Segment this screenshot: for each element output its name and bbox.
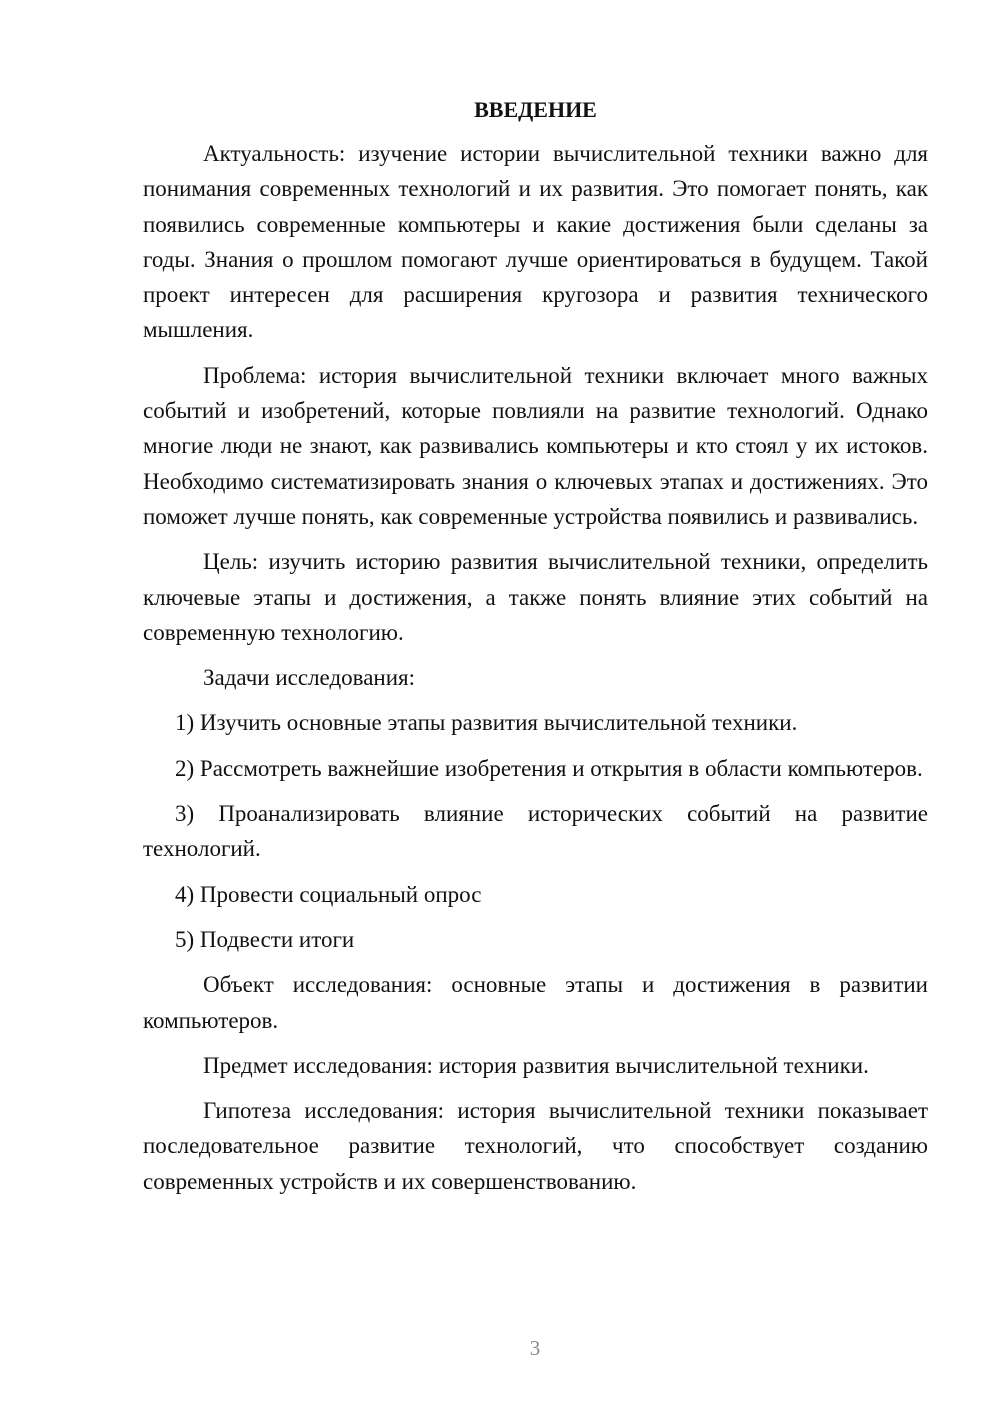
goal-paragraph: Цель: изучить историю развития вычислительной техники, определить ключевые этапы и достижения, а также понять влияние этих событий на современную технологию.: [143, 549, 928, 645]
task-item: 3) Проанализировать влияние исторических событий на развитие технологий.: [143, 801, 928, 862]
subject-paragraph: Предмет исследования: история развития вычислительной техники.: [203, 1052, 869, 1078]
problem-paragraph: Проблема: история вычислительной техники включает много важных событий и изобретений, которые повлияли на развитие технологий. Однако многие люди не знают, как развивались компьютеры и кто стоял у их истоков. Необходимо систематизировать знания о ключевых этапах и достижениях. Это поможет лучше понять, как современные устройства появились и развивались.: [143, 362, 928, 529]
task-item: 1) Изучить основные этапы развития вычислительной техники.: [175, 710, 798, 736]
page-content: [143, 96, 928, 1209]
hypothesis-paragraph: Гипотеза исследования: история вычислительной техники показывает последовательное развитие технологий, что способствует созданию современных устройств и их совершенствованию.: [143, 1098, 928, 1194]
tasks-heading: Задачи исследования:: [203, 665, 416, 691]
relevance-paragraph: Актуальность: изучение истории вычислительной техники важно для понимания современных технологий и их развития. Это помогает понять, как появились современные компьютеры и какие достижения были сделаны за годы. Знания о прошлом помогают лучше ориентироваться в будущем. Такой проект интересен для расширения кругозора и развития технического мышления.: [143, 141, 928, 343]
page-number: 3: [529, 1336, 541, 1360]
task-item: 5) Подвести итоги: [175, 926, 355, 952]
task-item: 2) Рассмотреть важнейшие изобретения и открытия в области компьютеров.: [175, 755, 923, 781]
object-paragraph: Объект исследования: основные этапы и достижения в развитии компьютеров.: [143, 972, 928, 1033]
task-item: 4) Провести социальный опрос: [175, 881, 482, 907]
section-title: ВВЕДЕНИЕ: [474, 97, 597, 122]
